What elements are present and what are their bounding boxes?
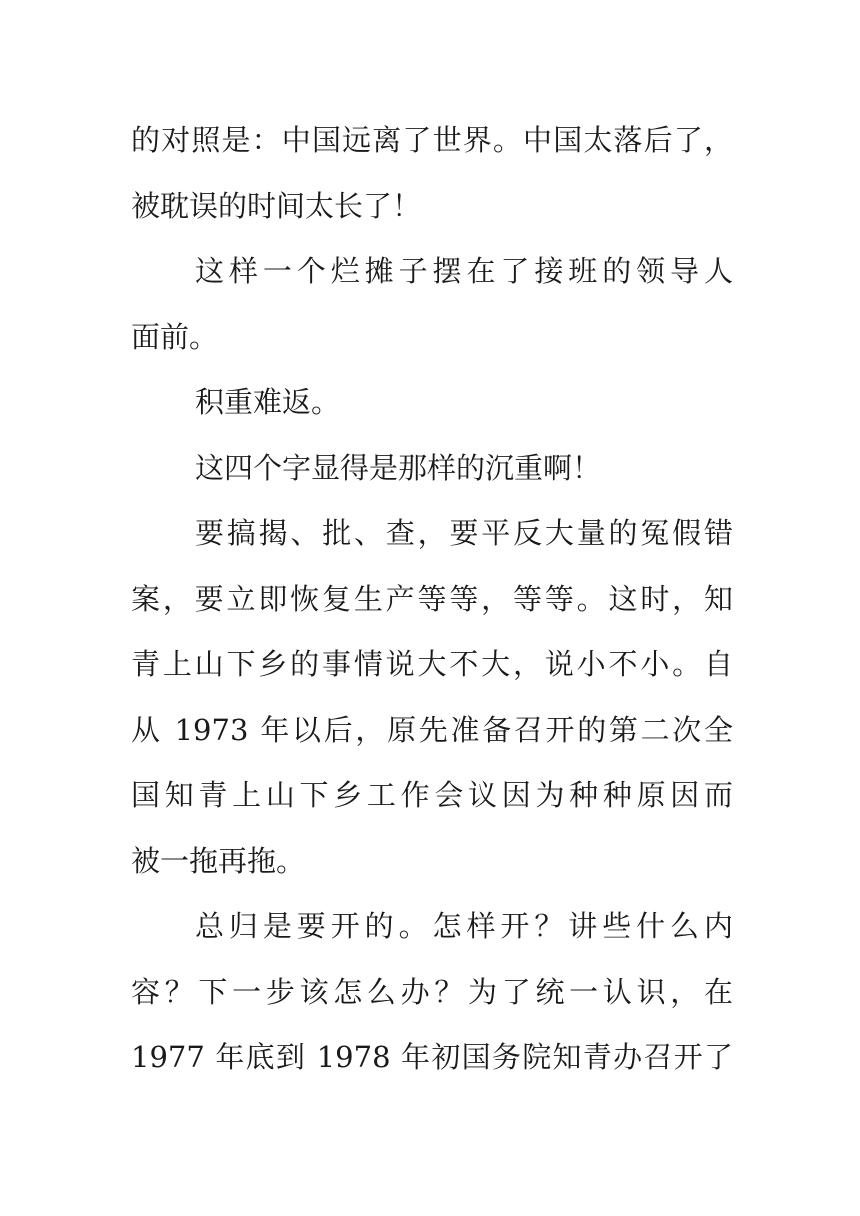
- paragraph-first-line: 这样一个烂摊子摆在了接班的领导人: [195, 254, 733, 288]
- text-line: 被一拖再拖。: [131, 843, 306, 878]
- paragraph-first-line: 这四个字显得是那样的沉重啊！: [195, 450, 602, 485]
- text-line: 案，要立即恢复生产等等，等等。这时，知: [131, 581, 733, 616]
- body-text: [131, 108, 733, 1091]
- paragraph-first-line: 总归是要开的。怎样开？讲些什么内: [195, 909, 733, 943]
- text-line: 面前。: [131, 319, 219, 354]
- text-line: 1977 年底到 1978 年初国务院知青办召开了: [131, 1040, 733, 1074]
- text-line: 国知青上山下乡工作会议因为种种原因而: [131, 778, 733, 812]
- text-line: 容？下一步该怎么办？为了统一认识，在: [131, 974, 733, 1009]
- text-line: 青上山下乡的事情说大不大，说小不小。自: [131, 647, 733, 681]
- paragraph-first-line: 积重难返。: [195, 385, 341, 419]
- text-line: 从 1973 年以后，原先准备召开的第二次全: [131, 712, 733, 747]
- text-line: 被耽误的时间太长了！: [131, 188, 422, 223]
- paragraph-first-line: 要搞揭、批、查，要平反大量的冤假错: [195, 516, 733, 550]
- text-line: 的对照是：中国远离了世界。中国太落后了，: [131, 123, 733, 157]
